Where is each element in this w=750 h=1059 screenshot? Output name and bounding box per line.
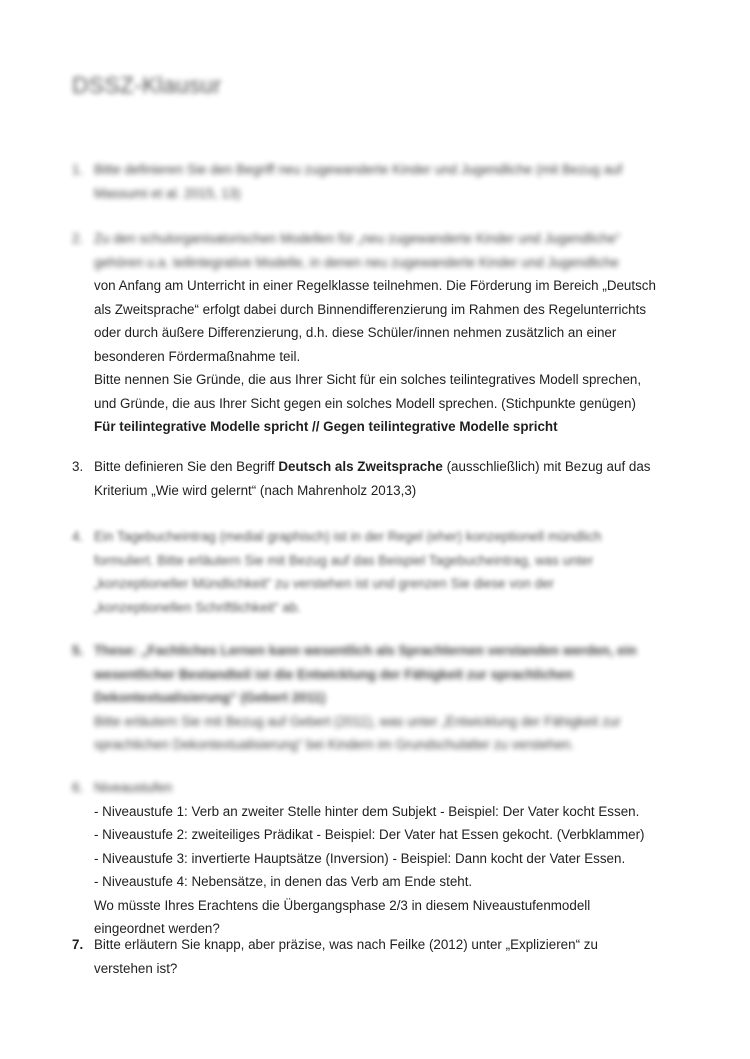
- question-2: [72, 227, 682, 439]
- question-text-segment: (ausschließlich) mit Bezug auf das: [442, 459, 651, 474]
- question-text-line: Wo müsste Ihres Erachtens die Übergangsphase 2/3 in diesem Niveaustufenmodell: [94, 897, 591, 913]
- question-text-line-blurred: gehören u.a. teilintegrative Modelle, in denen neu zugewanderte Kinder und Jugendliche: [94, 254, 619, 270]
- question-text-line: und Gründe, die aus Ihrer Sicht gegen ein solches Modell sprechen. (Stichpunkte genügen): [94, 395, 636, 411]
- thesis-line: Dekontextualisierung“ (Gebert 2011): [94, 690, 326, 705]
- question-text-line: von Anfang am Unterricht in einer Regelklasse teilnehmen. Die Förderung im Bereich „Deutsch: [94, 278, 656, 293]
- list-item: - Niveaustufe 3: invertierte Hauptsätze (Inversion) - Beispiel: Dann kocht der Vater Essen.: [94, 850, 626, 866]
- list-item: - Niveaustufe 2: zweiteiliges Prädikat - Beispiel: Der Vater hat Essen gekocht. (Verbklammer): [94, 827, 645, 842]
- highlighted-term: Deutsch als Zweitsprache: [278, 459, 443, 474]
- question-text-line: „konzeptionellen Schriftlichkeit“ ab.: [94, 599, 301, 615]
- answer-header: Für teilintegrative Modelle spricht // Gegen teilintegrative Modelle spricht: [94, 419, 558, 434]
- question-number: 5.: [72, 643, 84, 658]
- question-number: 3.: [72, 459, 84, 474]
- question-text-line: besonderen Fördermaßnahme teil.: [94, 348, 301, 364]
- question-number: 4.: [72, 529, 84, 544]
- question-text-line: verstehen ist?: [94, 960, 178, 976]
- question-7: [72, 933, 682, 980]
- question-text-line: Bitte erläutern Sie knapp, aber präzise, was nach Feilke (2012) unter „Explizieren“ zu: [94, 937, 598, 952]
- question-text-line: eingeordnet werden?: [94, 921, 220, 936]
- question-4: [72, 525, 682, 619]
- question-text-line: „konzeptioneller Mündlichkeit“ zu verstehen ist und grenzen Sie diese von der: [94, 576, 555, 591]
- question-heading: Niveaustufen: [94, 780, 173, 795]
- question-text-line: Bitte definieren Sie den Begriff neu zugewanderte Kinder und Jugendliche (mit Bezug auf: [94, 162, 623, 177]
- question-text-line: Massumi et al. 2015, 13): [94, 185, 241, 201]
- question-text-line: Kriterium „Wie wird gelernt“ (nach Mahrenholz 2013,3): [94, 482, 417, 498]
- question-text-line-blurred: Zu den schulorganisatorischen Modellen für „neu zugewanderte Kinder und Jugendliche“: [94, 231, 621, 246]
- question-number: 7.: [72, 937, 84, 952]
- thesis-line: These: „Fachliches Lernen kann wesentlich als Sprachlernen verstanden werden, ein: [94, 643, 637, 658]
- page-title: DSSZ-Klausur: [72, 72, 222, 98]
- question-text-line: oder durch äußere Differenzierung, d.h. diese Schüler/innen nehmen zusätzlich an einer: [94, 325, 617, 340]
- question-number: 2.: [72, 231, 84, 246]
- question-text-line: als Zweitsprache“ erfolgt dabei durch Binnendifferenzierung im Rahmen des Regelunterrichts: [94, 301, 647, 317]
- question-text-segment: Bitte definieren Sie den Begriff: [94, 459, 279, 474]
- question-text-line: sprachlichen Dekontextualisierung“ bei Kindern im Grundschulalter zu verstehen.: [94, 737, 575, 752]
- question-text-line: Bitte erläutern Sie mit Bezug auf Gebert (2011), was unter „Entwicklung der Fähigkeit zur: [94, 713, 621, 729]
- question-text-line: formuliert. Bitte erläutern Sie mit Bezug auf das Beispiel Tagebucheintrag, was unter: [94, 552, 594, 568]
- question-1: [72, 158, 682, 205]
- list-item: - Niveaustufe 4: Nebensätze, in denen das Verb am Ende steht.: [94, 874, 473, 889]
- question-number: 6.: [72, 780, 84, 795]
- question-3: [72, 455, 682, 502]
- question-6: [72, 776, 682, 941]
- question-number: 1.: [72, 162, 84, 177]
- question-text-line: Ein Tagebucheintrag (medial graphisch) ist in der Regel (eher) konzeptionell mündlich: [94, 529, 602, 544]
- question-text-line: [94, 455, 682, 479]
- question-text-line: Bitte nennen Sie Gründe, die aus Ihrer Sicht für ein solches teilintegratives Modell sprechen,: [94, 372, 642, 387]
- question-5: [72, 639, 682, 757]
- list-item: - Niveaustufe 1: Verb an zweiter Stelle hinter dem Subjekt - Beispiel: Der Vater kocht Essen.: [94, 803, 640, 819]
- thesis-line: wesentlicher Bestandteil ist die Entwicklung der Fähigkeit zur sprachlichen: [94, 666, 574, 682]
